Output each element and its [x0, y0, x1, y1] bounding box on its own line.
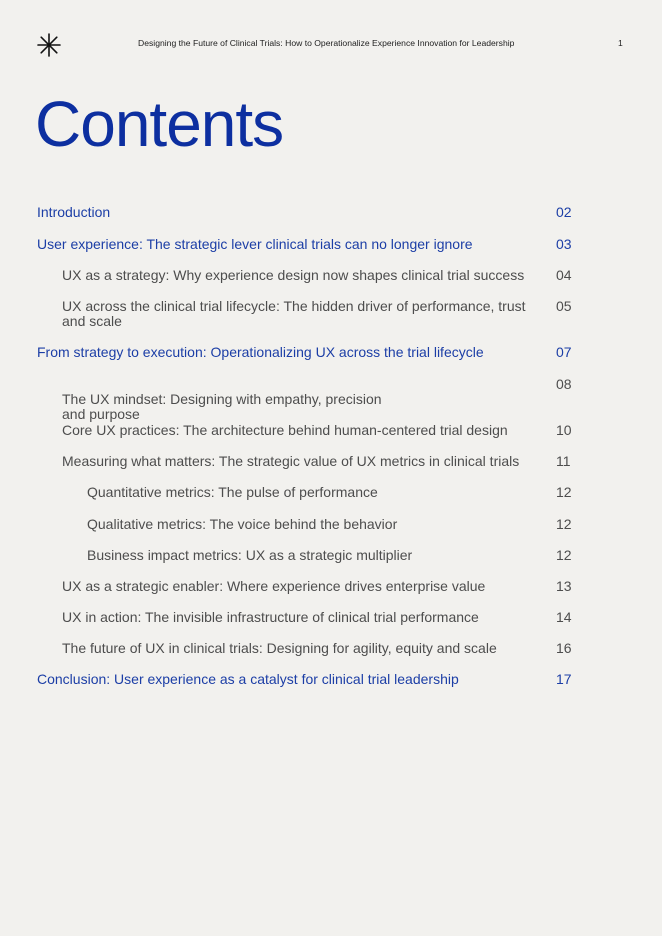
toc-entry-title: UX across the clinical trial lifecycle: The hidden driver of performance, trust and scale: [62, 298, 526, 329]
toc-page-number: 16: [556, 640, 572, 656]
toc-entry-ux-in-action[interactable]: [62, 610, 532, 625]
toc-entry-title: Measuring what matters: The strategic value of UX metrics in clinical trials: [62, 453, 520, 469]
toc-page-number: 12: [556, 547, 572, 563]
toc-entry-title: UX as a strategic enabler: Where experience drives enterprise value: [62, 578, 486, 594]
toc-entry-measuring-what-matters[interactable]: [62, 454, 532, 469]
toc-entry-user-experience[interactable]: [37, 237, 537, 252]
toc-entry-ux-lifecycle[interactable]: [62, 299, 532, 329]
toc-entry-introduction[interactable]: [37, 205, 537, 220]
toc-entry-qualitative-metrics[interactable]: [87, 517, 527, 532]
toc-entry-title: User experience: The strategic lever clinical trials can no longer ignore: [37, 236, 473, 252]
page-number: 1: [618, 38, 623, 48]
toc-entry-core-ux-practices[interactable]: [62, 423, 532, 438]
toc-page-number: 07: [556, 344, 572, 360]
toc-entry-ux-as-strategy[interactable]: [62, 268, 532, 283]
toc-entry-title: UX in action: The invisible infrastructure of clinical trial performance: [62, 609, 479, 625]
toc-page-number: 08: [556, 376, 572, 392]
toc-entry-title: The future of UX in clinical trials: Designing for agility, equity and scale: [62, 640, 497, 656]
toc-entry-strategy-to-execution[interactable]: [37, 345, 537, 360]
toc-entry-business-impact-metrics[interactable]: [87, 548, 527, 563]
toc-entry-title: Core UX practices: The architecture behind human-centered trial design: [62, 422, 508, 438]
toc-page-number: 12: [556, 516, 572, 532]
toc-page-number: 03: [556, 236, 572, 252]
toc-entry-future-of-ux[interactable]: [62, 641, 532, 656]
toc-page-number: 12: [556, 484, 572, 500]
toc-entry-title: UX as a strategy: Why experience design now shapes clinical trial success: [62, 267, 525, 283]
toc-entry-title: From strategy to execution: Operationalizing UX across the trial lifecycle: [37, 344, 484, 360]
toc-page-number: 11: [556, 453, 571, 469]
toc-entry-quantitative-metrics[interactable]: [87, 485, 527, 500]
toc-page-number: 04: [556, 267, 572, 283]
toc-page-number: 14: [556, 609, 572, 625]
asterisk-icon: [37, 33, 61, 57]
toc-page-number: 10: [556, 422, 572, 438]
document-title: Designing the Future of Clinical Trials: How to Operationalize Experience Innovation for Leadership: [138, 38, 515, 48]
toc-page-number: 17: [556, 671, 572, 687]
toc-entry-title: Quantitative metrics: The pulse of performance: [87, 484, 378, 500]
toc-entry-title: Conclusion: User experience as a catalyst for clinical trial leadership: [37, 671, 459, 687]
toc-entry-title: Introduction: [37, 204, 111, 220]
toc-entry-title: The UX mindset: Designing with empathy, precision and purpose: [62, 391, 382, 422]
toc-entry-title: Qualitative metrics: The voice behind the behavior: [87, 516, 398, 532]
toc-page-number: 13: [556, 578, 572, 594]
toc-entry-strategic-enabler[interactable]: [62, 579, 532, 594]
toc-page-number: 02: [556, 204, 572, 220]
page-title: Contents: [35, 88, 284, 160]
toc-entry-title: Business impact metrics: UX as a strategic multiplier: [87, 547, 413, 563]
toc-entry-conclusion[interactable]: [37, 672, 537, 687]
toc-page-number: 05: [556, 298, 572, 314]
